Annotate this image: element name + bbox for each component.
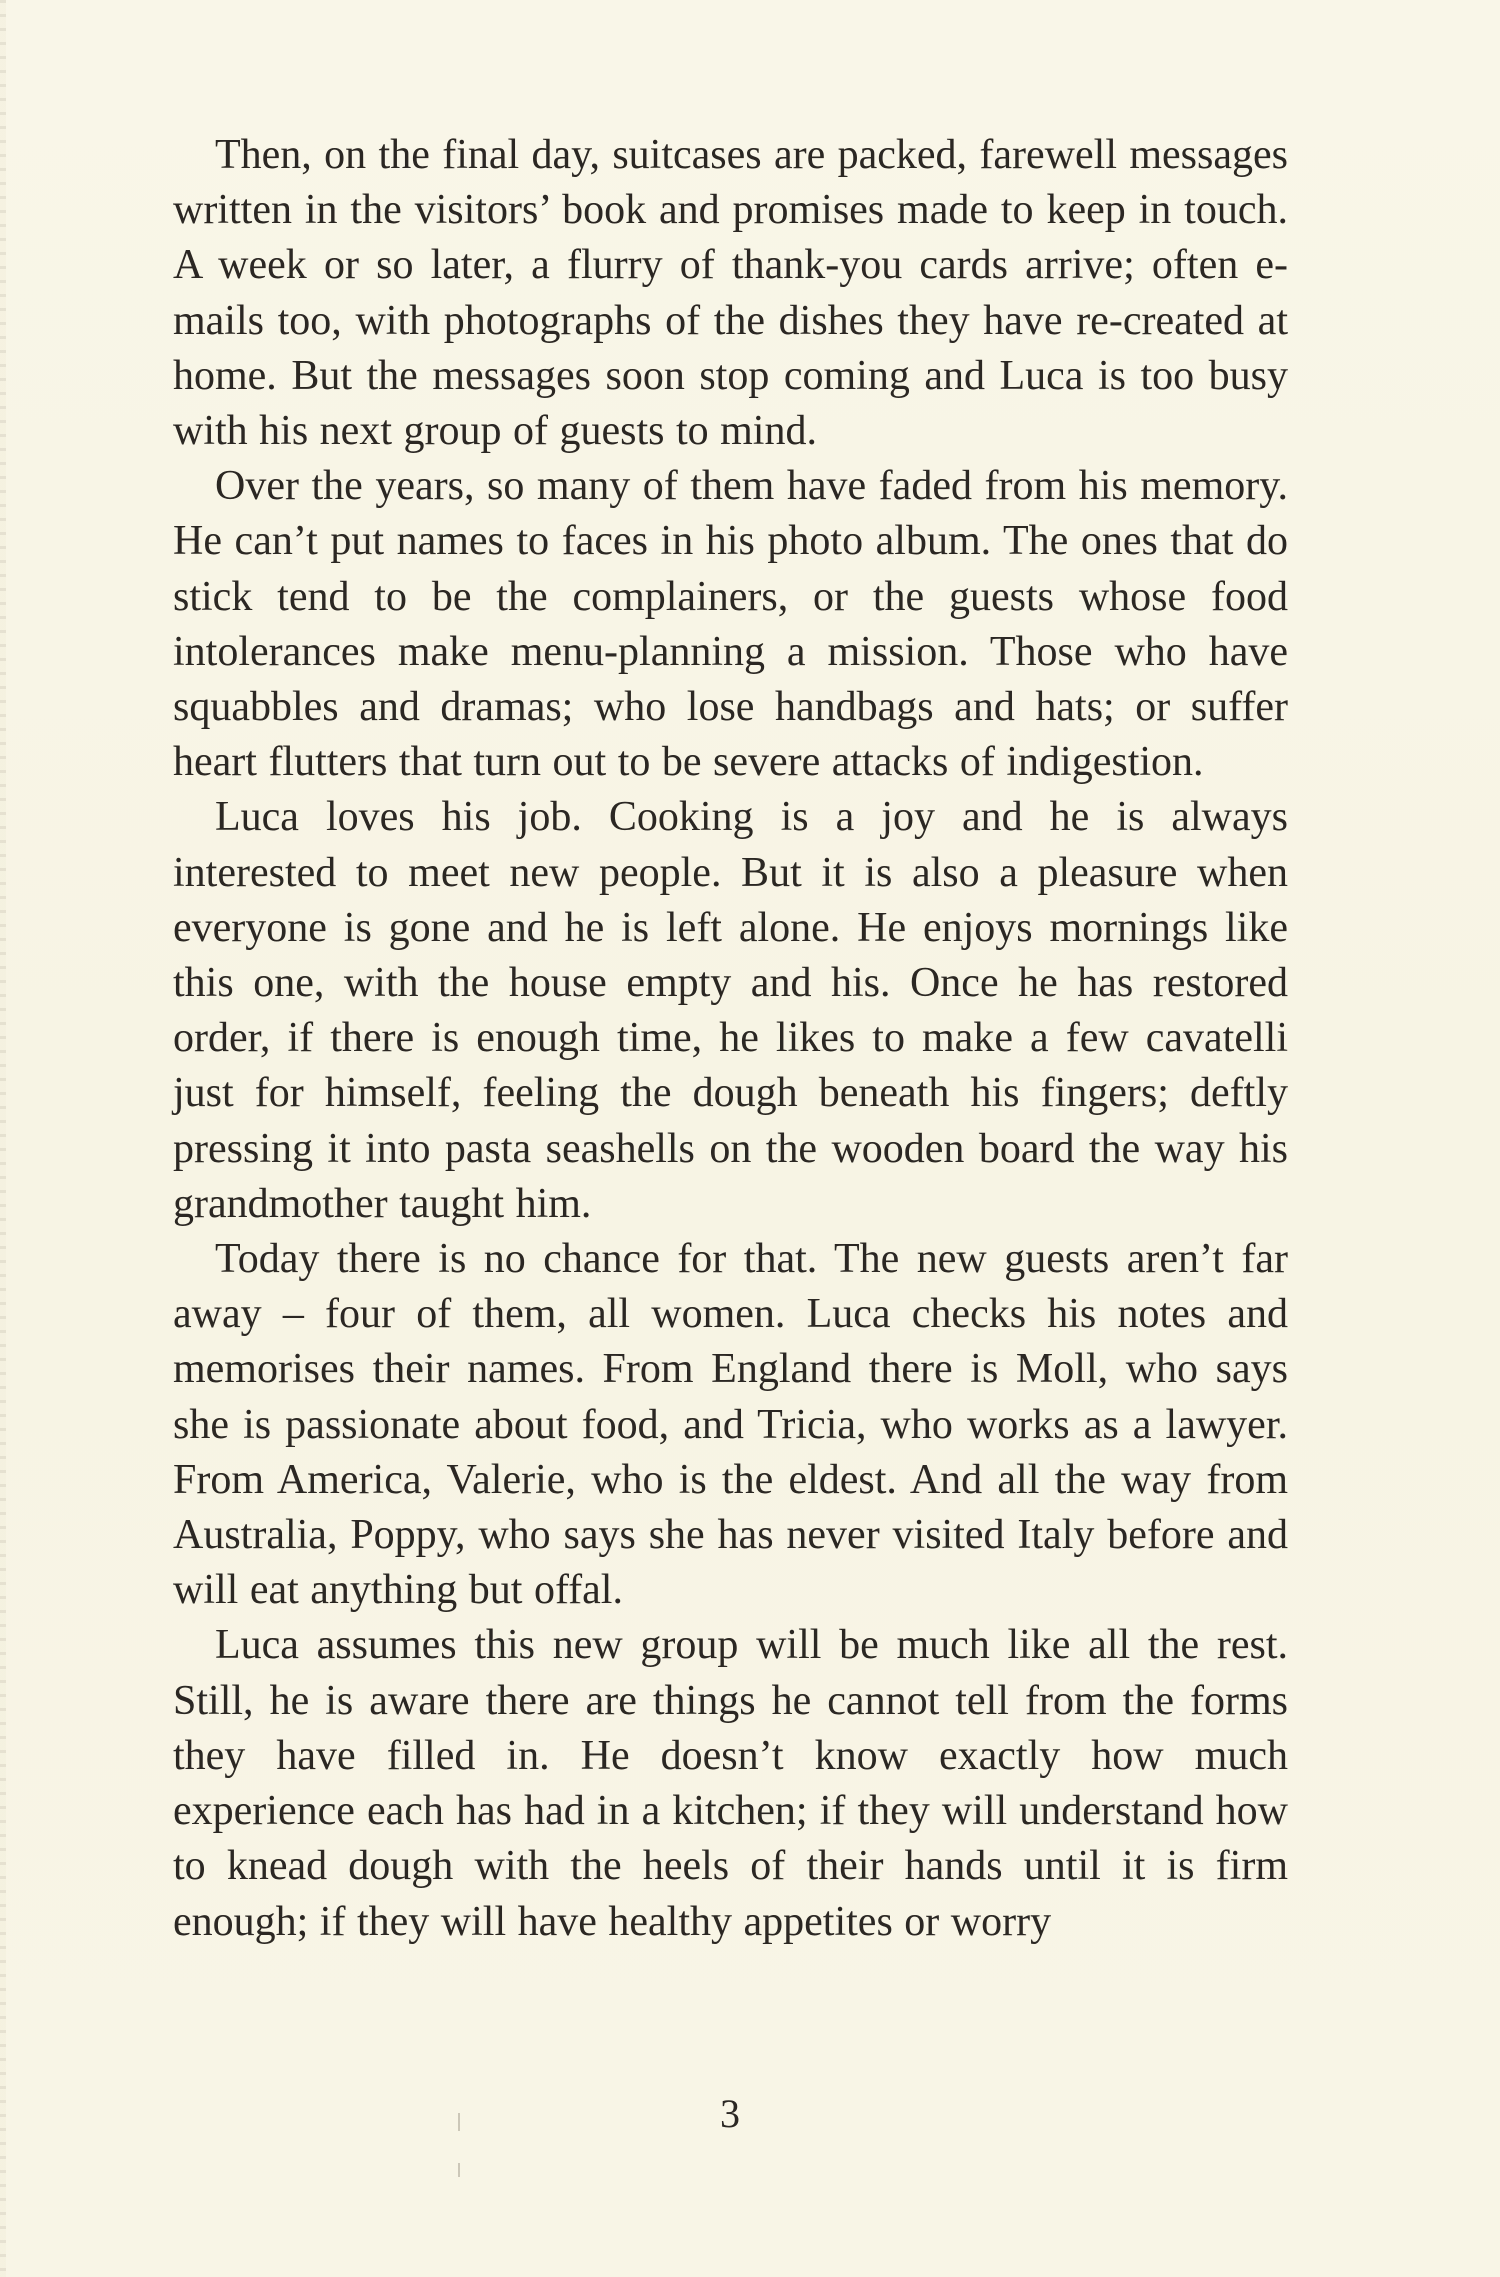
scan-speck [458,2113,460,2131]
paragraph-1: Then, on the final day, suitcases are packed, farewell messages written in the visitors’ book and promises made to keep in touch. A week or so later, a flurry of thank-you cards arrive; often e-mails too, with photographs of the dishes they have re-created at home. But the messages soon stop coming and Luca is too busy with his next group of guests to mind. [173,132,1288,455]
paragraph-2: Over the years, so many of them have faded from his memory. He can’t put names to faces in his photo album. The ones that do stick tend to be the complainers, or the guests whose food intolerances make menu-planning a mission. Those who have squabbles and dramas; who lose handbags and hats; or suffer heart flutters that turn out to be severe attacks of indigestion. [173,463,1288,786]
scan-speck [458,2163,460,2177]
page-number: 3 [720,2091,740,2136]
paragraph-4: Today there is no chance for that. The new guests aren’t far away – four of them, all women. Luca checks his notes and memorises their names. From England there is Moll, who says she is passionate about food, and Tricia, who works as a lawyer. From America, Valerie, who is the eldest. And all the way from Australia, Poppy, who says she has never visited Italy before and will eat anything but offal. [173,1236,1288,1614]
page-binding-edge [0,0,6,2277]
body-text [173,128,1288,1950]
paragraph-5: Luca assumes this new group will be much like all the rest. Still, he is aware there are things he cannot tell from the forms they have filled in. He doesn’t know exactly how much experience each has had in a kitchen; if they will understand how to knead dough with the heels of their hands until it is firm enough; if they will have healthy appetites or worry [173,1622,1288,1945]
paragraph-3: Luca loves his job. Cooking is a joy and he is always interested to meet new people. But it is also a pleasure when everyone is gone and he is left alone. He enjoys mornings like this one, with the house empty and his. Once he has restored order, if there is enough time, he likes to make a few cavatelli just for himself, feeling the dough beneath his fingers; deftly pressing it into pasta seashells on the wooden board the way his grandmother taught him. [173,794,1288,1227]
